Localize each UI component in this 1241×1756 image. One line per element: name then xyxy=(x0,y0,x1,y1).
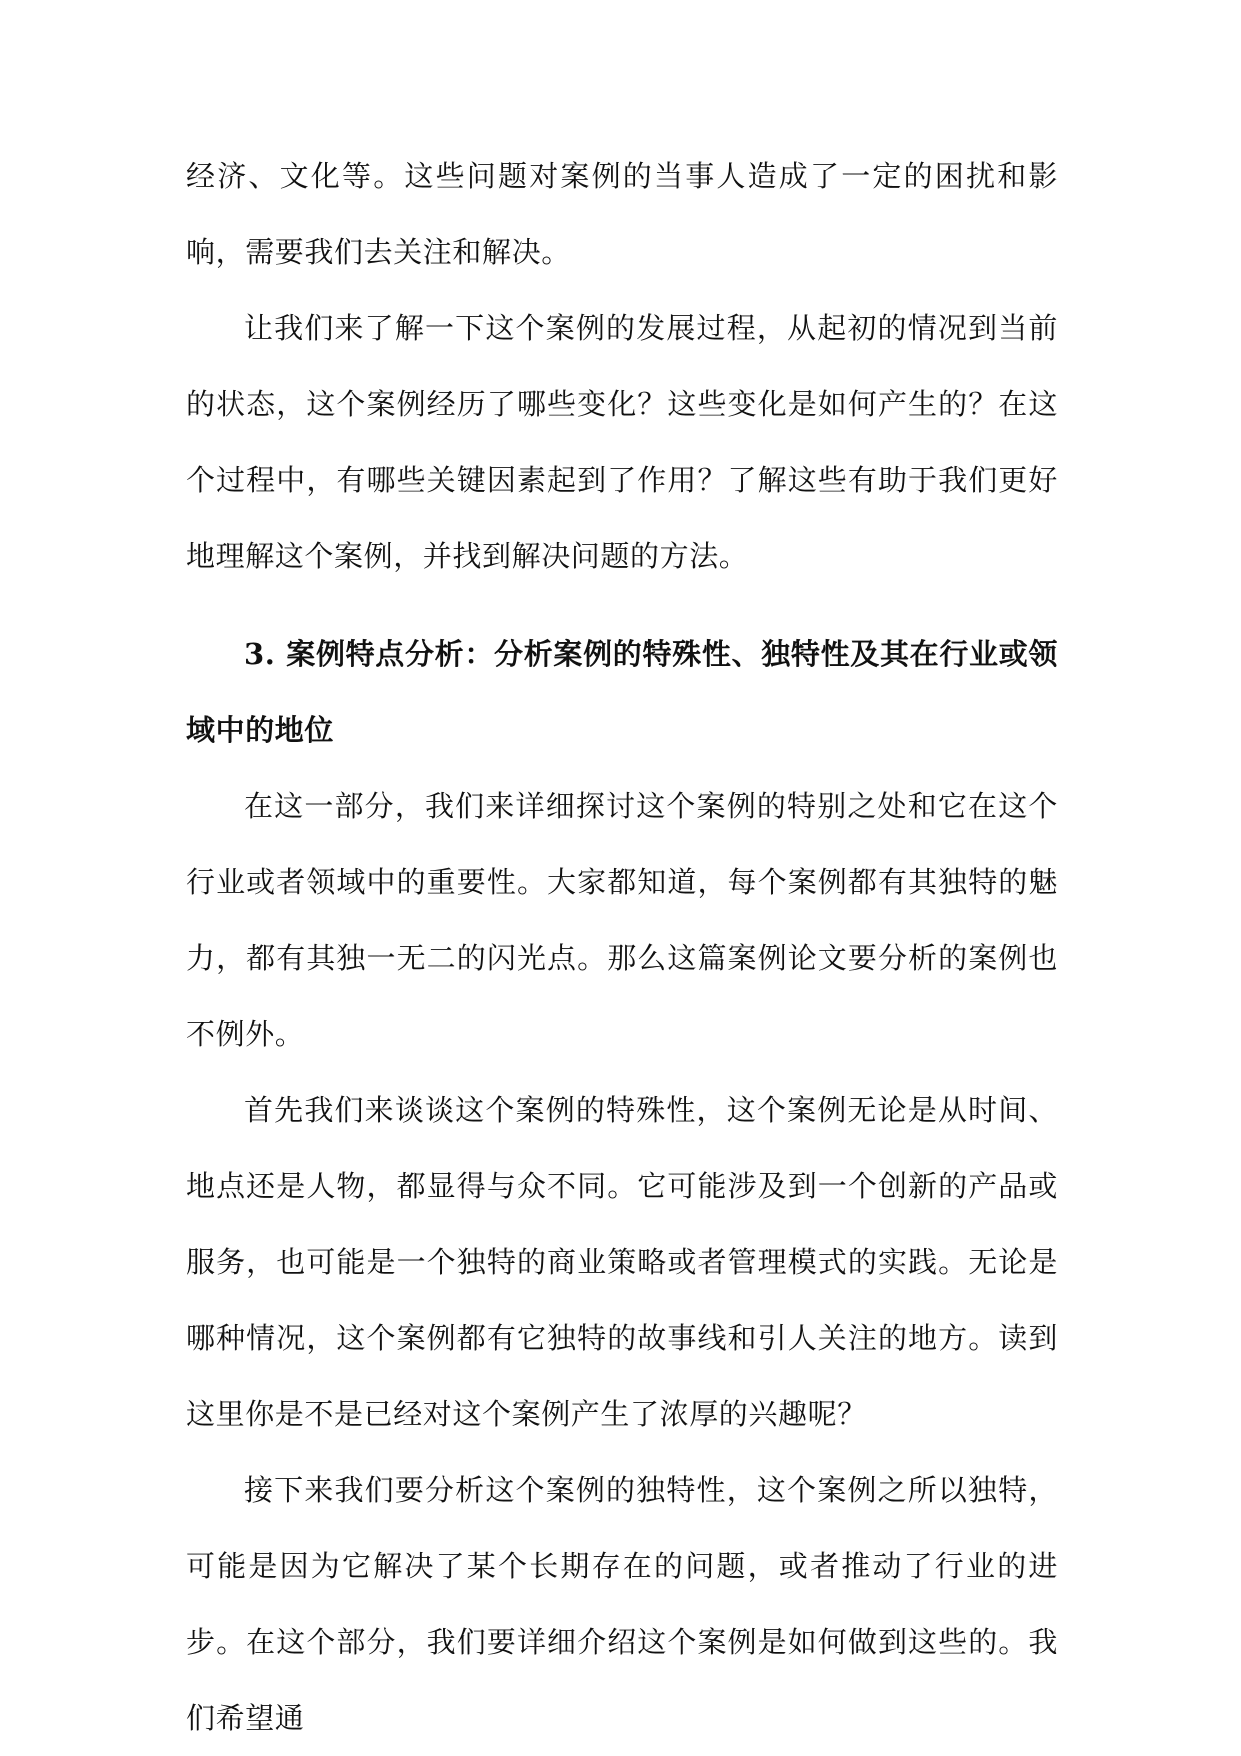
paragraph-particularity: 首先我们来谈谈这个案例的特殊性，这个案例无论是从时间、地点还是人物，都显得与众不同。它可能涉及到一个创新的产品或服务，也可能是一个独特的商业策略或者管理模式的实践。无论是哪种情况，这个案例都有它独特的故事线和引人关注的地方。读到这里你是不是已经对这个案例产生了浓厚的兴趣呢？ xyxy=(186,1093,1058,1431)
paragraph-uniqueness: 接下来我们要分析这个案例的独特性，这个案例之所以独特，可能是因为它解决了某个长期存在的问题，或者推动了行业的进步。在这个部分，我们要详细介绍这个案例是如何做到这些的。我们希望通 xyxy=(186,1473,1058,1735)
paragraph-continued: 经济、文化等。这些问题对案例的当事人造成了一定的困扰和影响，需要我们去关注和解决。 xyxy=(186,159,1058,269)
document-body xyxy=(186,138,1058,1756)
paragraph-development-process: 让我们来了解一下这个案例的发展过程，从起初的情况到当前的状态，这个案例经历了哪些变化？这些变化是如何产生的？在这个过程中，有哪些关键因素起到了作用？了解这些有助于我们更好地理解这个案例，并找到解决问题的方法。 xyxy=(186,311,1058,573)
section-heading-case-features: 3. 案例特点分析：分析案例的特殊性、独特性及其在行业或领域中的地位 xyxy=(186,637,1058,747)
paragraph-section-intro: 在这一部分，我们来详细探讨这个案例的特别之处和它在这个行业或者领域中的重要性。大家都知道，每个案例都有其独特的魅力，都有其独一无二的闪光点。那么这篇案例论文要分析的案例也不例外。 xyxy=(186,789,1058,1051)
